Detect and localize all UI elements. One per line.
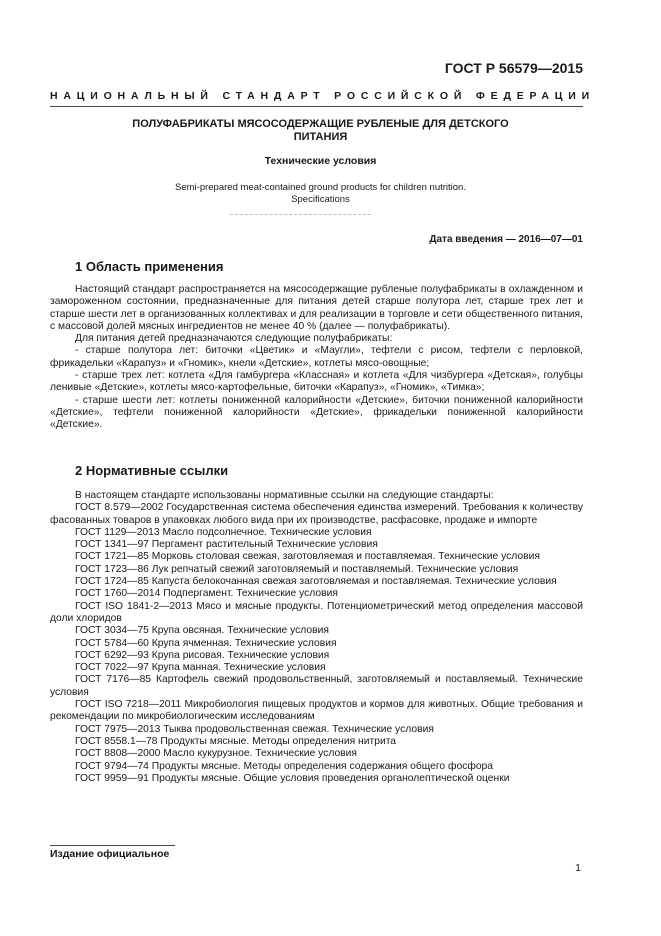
reference-item: ГОСТ 7176—85 Картофель свежий продовольственный, заготовляемый и поставляемый. Технические условия <box>50 674 583 698</box>
reference-item: ГОСТ 1724—85 Капуста белокочанная свежая заготовляемая и поставляемая. Технические условия <box>75 576 557 588</box>
reference-item: ГОСТ 5784—60 Крупа ячменная. Технические условия <box>75 637 337 649</box>
title-divider <box>230 214 371 215</box>
reference-item: ГОСТ 1341—97 Пергамент растительный Технические условия <box>75 539 378 551</box>
reference-item: ГОСТ 9959—91 Продукты мясные. Общие условия проведения органолептической оценки <box>75 772 510 784</box>
english-title-line-1: Semi-prepared meat-contained ground products for children nutrition. <box>175 182 466 193</box>
reference-item: ГОСТ 7975—2013 Тыква продовольственная свежая. Технические условия <box>75 723 434 735</box>
reference-item: ГОСТ ISO 1841-2—2013 Мясо и мясные продукты. Потенциометрический метод определения массовой доли хлоридов <box>50 600 583 624</box>
english-title-line-2: Specifications <box>291 194 350 205</box>
national-standard-banner: НАЦИОНАЛЬНЫЙ СТАНДАРТ РОССИЙСКОЙ ФЕДЕРАЦИИ <box>50 90 595 102</box>
section-1-heading: 1 Область применения <box>75 259 224 274</box>
reference-item: ГОСТ 1129—2013 Масло подсолнечное. Технические условия <box>75 526 372 538</box>
reference-item: ГОСТ 8.579—2002 Государственная система обеспечения единства измерений. Требования к количеству фасованных товаров в упаковках любого вида при их производстве, расфасовке, продаже и импорте <box>50 502 583 526</box>
header-divider <box>50 106 583 107</box>
english-title <box>120 182 521 206</box>
reference-item: ГОСТ ISO 7218—2011 Микробиология пищевых продуктов и кормов для животных. Общие требования и рекомендации по микробиологическим исследованиям <box>50 699 583 723</box>
reference-item: ГОСТ 1760—2014 Подпергамент. Технические условия <box>75 588 338 600</box>
reference-item: ГОСТ 3034—75 Крупа овсяная. Технические условия <box>75 625 329 637</box>
reference-item: ГОСТ 6292—93 Крупа рисовая. Технические условия <box>75 649 330 661</box>
paragraph: - старше шести лет: котлеты пониженной калорийности «Детские», биточки пониженной калорийности «Детские», тефтели пониженной калорийности «Детские», фрикадельки пониженной калорийности «Детские». <box>50 394 583 431</box>
paragraph: - старше полутора лет: биточки «Цветик» и «Маугли», тефтели с рисом, тефтели с перловкой, фрикадельки «Карапуз» и «Гномик», кнели «Детские», котлеты мясо-овощные; <box>50 345 583 369</box>
reference-item: ГОСТ 1721—85 Морковь столовая свежая, заготовляемая и поставляемая. Технические условия <box>75 551 540 563</box>
reference-item: ГОСТ 8558.1—78 Продукты мясные. Методы определения нитрита <box>75 735 397 747</box>
page-number: 1 <box>575 862 581 874</box>
official-edition-label: Издание официальное <box>50 848 170 860</box>
reference-item: ГОСТ 7022—97 Крупа манная. Технические условия <box>75 662 326 674</box>
paragraph: Для питания детей предназначаются следующие полуфабрикаты: <box>75 333 393 345</box>
section-1-body <box>50 284 583 432</box>
paragraph: В настоящем стандарте использованы нормативные ссылки на следующие стандарты: <box>75 490 494 501</box>
section-2-body <box>50 490 583 785</box>
gost-number: ГОСТ Р 56579—2015 <box>444 60 583 76</box>
paragraph: Настоящий стандарт распространяется на мясосодержащие рубленые полуфабрикаты в охлажденном и замороженном состоянии, предназначенные для питания детей старше полутора лет, старше трех лет и старше шести лет в организованных коллективах и для реализации в торговле и сети общественного питания, с массовой долей мясных ингредиентов не менее 40 % (далее — полуфабрикаты). <box>50 284 583 332</box>
reference-item: ГОСТ 1723—86 Лук репчатый свежий заготовляемый и поставляемый. Технические условия <box>75 563 519 575</box>
reference-item: ГОСТ 8808—2000 Масло кукурузное. Технические условия <box>75 748 357 760</box>
document-title: ПОЛУФАБРИКАТЫ МЯСОСОДЕРЖАЩИЕ РУБЛЕНЫЕ ДЛЯ ДЕТСКОГО ПИТАНИЯ <box>132 118 509 143</box>
introduction-date: Дата введения — 2016—07—01 <box>429 234 583 245</box>
section-2-heading: 2 Нормативные ссылки <box>75 463 229 478</box>
reference-item: ГОСТ 9794—74 Продукты мясные. Методы определения содержания общего фосфора <box>75 760 494 772</box>
document-subtitle: Технические условия <box>264 155 377 167</box>
footer-divider <box>50 845 175 846</box>
paragraph: - старше трех лет: котлета «Для гамбургера «Классная» и котлета «Для чизбургера «Детская», голубцы ленивые «Детские», котлеты мясо-картофельные, биточки «Карапуз», «Гномик», «Тимка»; <box>50 370 583 394</box>
